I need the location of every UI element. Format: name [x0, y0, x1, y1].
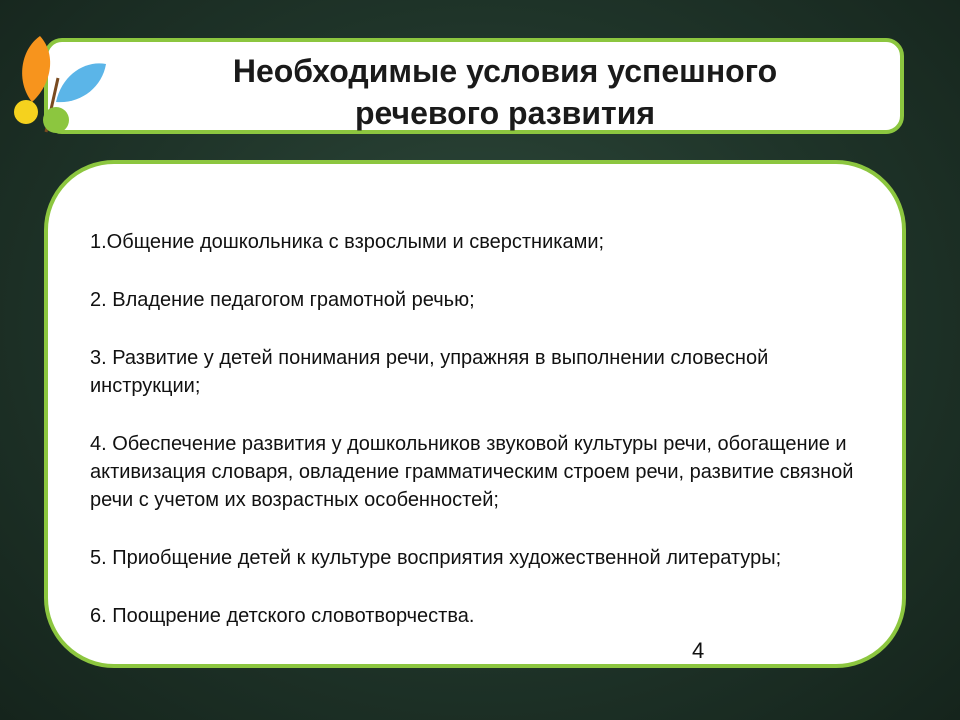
list-item: 3. Развитие у детей понимания речи, упражняя в выполнении словесной инструкции;	[90, 347, 769, 397]
title-line-2: речевого развития	[354, 95, 656, 131]
page-number: 4	[692, 638, 705, 663]
slide-title	[90, 50, 920, 134]
conditions-list	[90, 228, 880, 660]
list-item: 2. Владение педагогом грамотной речью;	[90, 289, 475, 311]
list-item: 4. Обеспечение развития у дошкольников звуковой культуры речи, обогащение и активизация словаря, овладение грамматическим строем речи, развитие связной речи с учетом их возрастных особенностей;	[90, 433, 854, 511]
list-item: 5. Приобщение детей к культуре восприятия художественной литературы;	[90, 547, 782, 569]
list-item: 1.Общение дошкольника с взрослыми и сверстниками;	[90, 231, 605, 253]
title-line-1: Необходимые условия успешного	[232, 53, 778, 89]
list-item: 6. Поощрение детского словотворчества.	[90, 605, 475, 627]
